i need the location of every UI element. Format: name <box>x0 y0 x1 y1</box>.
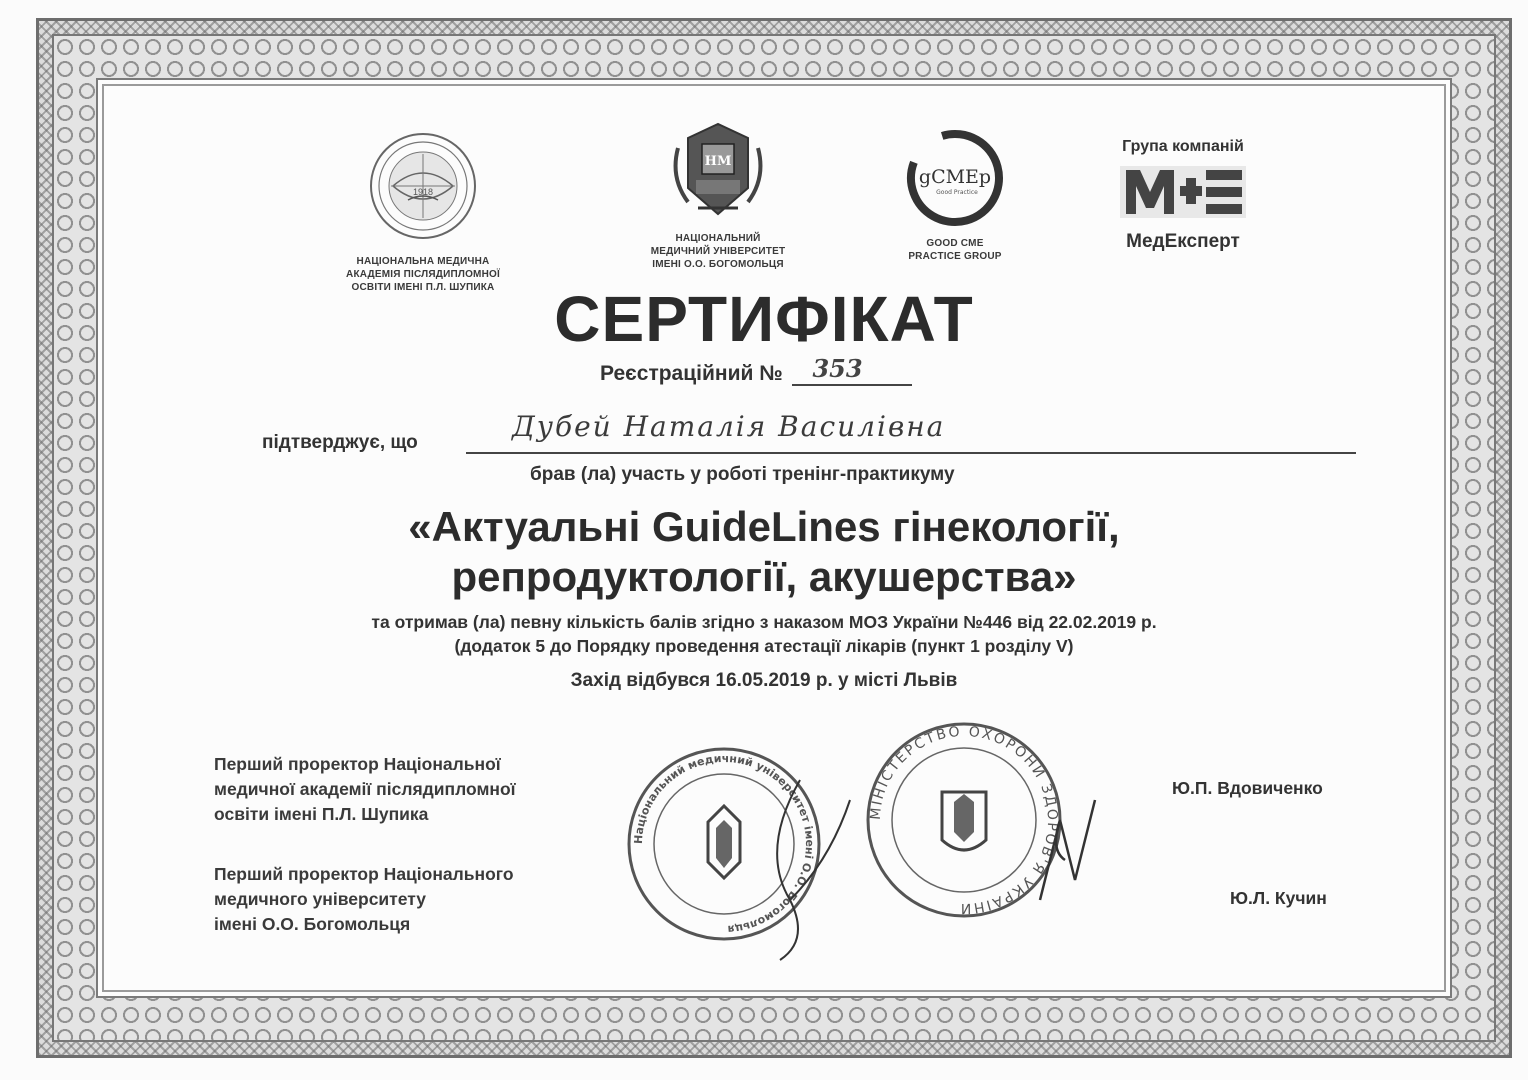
certificate-title: СЕРТИФІКАТ <box>554 283 974 355</box>
gcme-mark: gCMEp <box>918 166 992 188</box>
points-statement <box>0 610 1528 658</box>
logo-bogomolets-university <box>618 118 818 271</box>
gcme-mark-sub: Good Practice <box>936 189 978 196</box>
bogomolets-caption-line: НАЦІОНАЛЬНИЙ <box>675 233 761 244</box>
confirm-label: підтверджує, що <box>262 432 418 453</box>
university-crest-icon <box>668 118 768 223</box>
course-title <box>0 502 1528 602</box>
shupyk-caption-line: НАЦІОНАЛЬНА МЕДИЧНА <box>356 256 490 267</box>
bogomolets-caption-line: ІМЕНІ О.О. БОГОМОЛЬЦЯ <box>652 259 784 270</box>
stamp-1-text: Національний медичний університет імені О.О. Богомольця <box>631 751 817 936</box>
event-info: Захід відбувся 16.05.2019 р. у місті Львів <box>570 670 958 691</box>
course-title-line: репродуктології, акушерства» <box>451 553 1077 600</box>
signatory-position-line: медичного університету <box>214 889 426 909</box>
signatory-1-name: Ю.П. Вдовиченко <box>1172 778 1323 798</box>
participation-text: брав (ла) участь у роботі тренінг-практикуму <box>530 464 955 485</box>
registration-number: 353 <box>812 354 863 383</box>
signatory-1-position <box>214 752 634 827</box>
medexpert-mark-icon <box>1118 162 1248 222</box>
shupyk-caption-line: АКАДЕМІЯ ПІСЛЯДИПЛОМНОЇ <box>346 269 500 280</box>
medexpert-group-label: Група компаній <box>1122 138 1244 155</box>
signatory-position-line: імені О.О. Богомольця <box>214 914 411 934</box>
stamp-2-text: МІНІСТЕРСТВО ОХОРОНИ ЗДОРОВ'Я УКРАЇНИ <box>867 723 1061 917</box>
registration-number-row <box>600 354 1000 386</box>
signature-2-icon <box>1020 760 1130 910</box>
logo-good-cme-practice <box>880 128 1030 263</box>
logo-medexpert <box>1098 138 1268 253</box>
recipient-name-line <box>466 452 1356 454</box>
registration-line <box>792 354 912 386</box>
signatory-2-position <box>214 862 634 937</box>
signatory-position-line: освіти імені П.Л. Шупика <box>214 804 429 824</box>
signatory-position-line: Перший проректор Національного <box>214 864 514 884</box>
shupyk-emblem-year: 1918 <box>412 187 434 197</box>
points-statement-line: та отримав (ла) певну кількість балів згідно з наказом МОЗ України №446 від 22.02.2019 р. <box>371 612 1157 632</box>
bogomolets-caption <box>618 232 818 271</box>
signatory-2-name: Ю.Л. Кучин <box>1230 888 1327 908</box>
points-statement-line: (додаток 5 до Порядку проведення атестації лікарів (пункт 1 розділу V) <box>454 636 1074 656</box>
course-title-line: «Актуальні GuideLines гінекології, <box>408 503 1120 550</box>
logo-shupyk-academy <box>318 130 528 294</box>
medexpert-name: МедЕксперт <box>1126 231 1240 252</box>
bogomolets-caption-line: МЕДИЧНИЙ УНІВЕРСИТЕТ <box>650 246 786 257</box>
recipient-name: Дубей Наталія Василівна <box>512 410 946 443</box>
gcme-caption-line: GOOD CME <box>926 238 984 249</box>
registration-label: Реєстраційний № <box>600 362 783 385</box>
shupyk-caption-line: ОСВІТИ ІМЕНІ П.Л. ШУПИКА <box>351 282 495 293</box>
gcme-emblem-icon <box>905 128 1005 228</box>
signature-1-icon <box>740 770 860 970</box>
shupyk-emblem-icon <box>368 130 478 242</box>
svg-text:НМ: НМ <box>704 154 732 169</box>
gcme-caption <box>880 237 1030 263</box>
signatory-position-line: Перший проректор Національної <box>214 754 501 774</box>
gcme-caption-line: PRACTICE GROUP <box>908 251 1002 262</box>
signatory-position-line: медичної академії післядипломної <box>214 779 516 799</box>
